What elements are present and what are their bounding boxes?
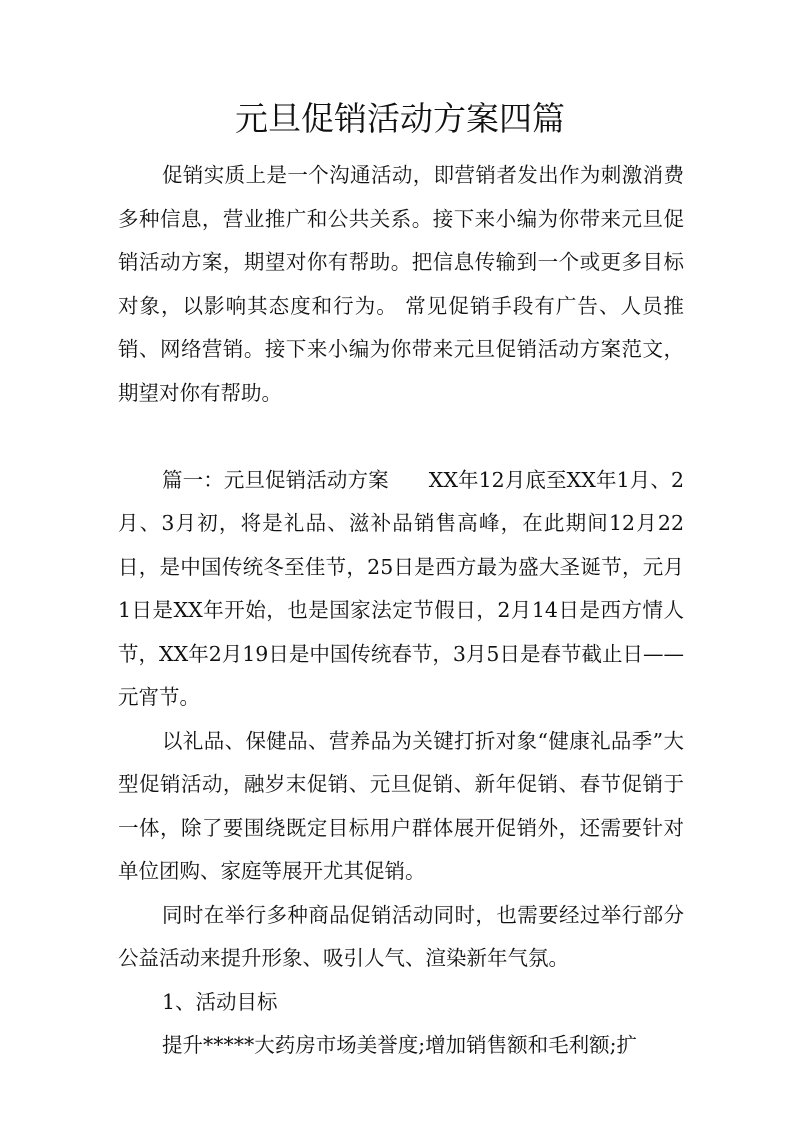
blank-line [118, 415, 684, 459]
item-one-heading: 1、活动目标 [162, 989, 278, 1014]
promotion-paragraph: 以礼品、保健品、营养品为关键打折对象“健康礼品季”大型促销活动，融岁末促销、元旦促销、新年促销、春节促销于一体，除了要围绕既定目标用户群体展开促销外，还需要针对单位团购、家庭等展开尤其促销。 [118, 728, 684, 883]
document-body [118, 154, 684, 1068]
section-one-paragraph [118, 459, 684, 720]
section-one-heading: 篇一：元旦促销活动方案 [162, 467, 389, 492]
document-title: 元旦促销活动方案四篇 [235, 99, 565, 138]
item-one-text: 提升*****大药房市场美誉度;增加销售额和毛利额;扩 [162, 1033, 638, 1057]
public-welfare-paragraph: 同时在举行多种商品促销活动同时，也需要经过举行部分公益活动来提升形象、吸引人气、渲染新年气氛。 [118, 902, 684, 970]
intro-paragraph: 促销实质上是一个沟通活动，即营销者发出作为刺激消费多种信息，营业推广和公共关系。接下来小编为你带来元旦促销活动方案，期望对你有帮助。把信息传输到一个或更多目标对象，以影响其态度和行为。 常见促销手段有广告、人员推销、网络营销。接下来小编为你带来元旦促销活动方案范文，期望对你有帮助。 [118, 163, 684, 405]
section-one-text: XX年12月底至XX年1月、2月、3月初，将是礼品、滋补品销售高峰，在此期间12月22日，是中国传统冬至佳节，25日是西方最为盛大圣诞节，元月1日是XX年开始，也是国家法定节假日，2月14日是西方情人节，XX年2月19日是中国传统春节，3月5日是春节截止日——元宵节。 [118, 467, 684, 709]
